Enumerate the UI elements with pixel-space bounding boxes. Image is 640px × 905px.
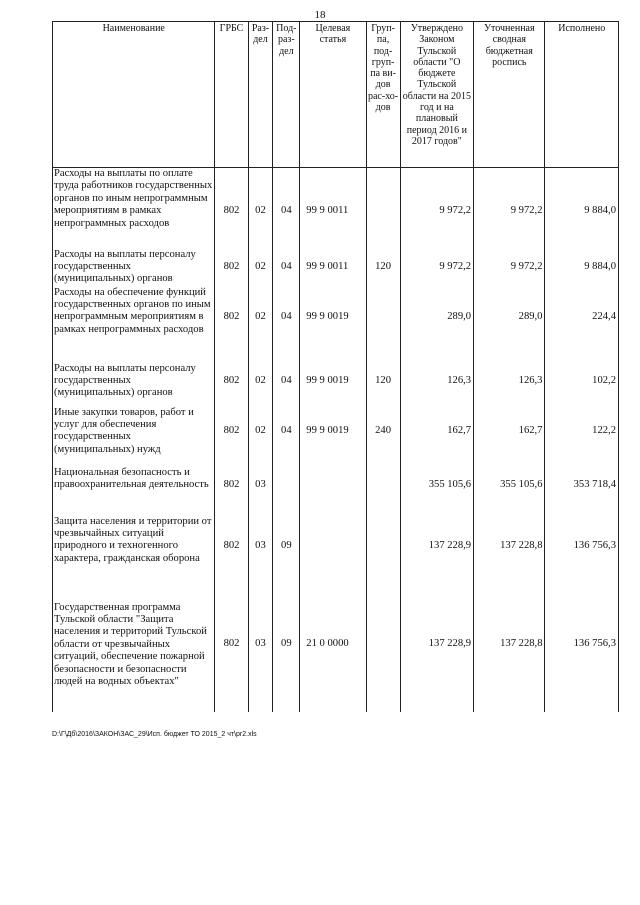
row-name: Иные закупки товаров, работ и услуг для обеспечения государственных (муниципальных) нужд <box>53 407 215 467</box>
row-name: Государственная программа Тульской области "Защита населения и территорий Тульской области от чрезвычайных ситуаций, обеспечение пожарной безопасности и безопасности людей на водных объектах" <box>53 588 215 712</box>
row-approved: 137 228,9 <box>400 512 473 588</box>
row-group <box>366 168 400 249</box>
row-razdel: 02 <box>248 168 273 249</box>
row-name: Защита населения и территории от чрезвычайных ситуаций природного и техногенного характера, гражданская оборона <box>53 512 215 588</box>
table-row <box>53 249 619 287</box>
row-group <box>366 467 400 512</box>
row-razdel: 02 <box>248 363 273 407</box>
row-target <box>300 512 366 588</box>
row-target: 99 9 0011 <box>300 249 366 287</box>
table-row <box>53 467 619 512</box>
row-approved: 137 228,9 <box>400 588 473 712</box>
row-razdel: 02 <box>248 287 273 363</box>
row-executed: 224,4 <box>545 287 619 363</box>
row-grbs: 802 <box>215 512 248 588</box>
row-executed: 136 756,3 <box>545 588 619 712</box>
row-revised: 289,0 <box>474 287 545 363</box>
row-target: 99 9 0011 <box>300 168 366 249</box>
header-razdel: Раз-дел <box>248 22 273 168</box>
row-revised: 9 972,2 <box>474 249 545 287</box>
row-group: 120 <box>366 363 400 407</box>
row-revised: 137 228,8 <box>474 588 545 712</box>
row-grbs: 802 <box>215 287 248 363</box>
row-grbs: 802 <box>215 588 248 712</box>
header-executed: Исполнено <box>545 22 619 168</box>
row-revised: 137 228,8 <box>474 512 545 588</box>
row-executed: 136 756,3 <box>545 512 619 588</box>
header-target: Целевая статья <box>300 22 366 168</box>
row-name: Расходы на выплаты персоналу государственных (муниципальных) органов <box>53 249 215 287</box>
row-podrazdel: 09 <box>273 512 300 588</box>
row-razdel: 02 <box>248 249 273 287</box>
table-row <box>53 512 619 588</box>
row-podrazdel: 04 <box>273 363 300 407</box>
table-row <box>53 168 619 249</box>
row-podrazdel: 04 <box>273 249 300 287</box>
header-approved: Утверждено Законом Тульской области "О бюджете Тульской области на 2015 год и на плановый период 2016 и 2017 годов" <box>400 22 473 168</box>
row-name: Национальная безопасность и правоохранительная деятельность <box>53 467 215 512</box>
row-podrazdel: 04 <box>273 407 300 467</box>
page-number: 18 <box>314 9 326 21</box>
header-group: Груп-па, под-груп-па ви-дов рас-хо-дов <box>366 22 400 168</box>
row-target <box>300 467 366 512</box>
row-podrazdel: 09 <box>273 588 300 712</box>
row-group <box>366 287 400 363</box>
row-approved: 9 972,2 <box>400 249 473 287</box>
row-podrazdel: 04 <box>273 287 300 363</box>
row-target: 21 0 0000 <box>300 588 366 712</box>
row-executed: 9 884,0 <box>545 249 619 287</box>
row-approved: 9 972,2 <box>400 168 473 249</box>
header-name: Наименование <box>53 22 215 168</box>
row-executed: 9 884,0 <box>545 168 619 249</box>
row-approved: 126,3 <box>400 363 473 407</box>
row-group <box>366 588 400 712</box>
row-grbs: 802 <box>215 407 248 467</box>
row-group: 120 <box>366 249 400 287</box>
row-revised: 162,7 <box>474 407 545 467</box>
row-grbs: 802 <box>215 363 248 407</box>
row-approved: 289,0 <box>400 287 473 363</box>
table-row <box>53 588 619 712</box>
row-grbs: 802 <box>215 467 248 512</box>
row-name: Расходы на выплаты персоналу государственных (муниципальных) органов <box>53 363 215 407</box>
row-executed: 102,2 <box>545 363 619 407</box>
file-path-footer: D:\Г\Дб\2016\ЗАКОН\ЗАС_29\Исп. бюджет ТО 2015_2 чт\pr2.xls <box>52 731 257 738</box>
row-target: 99 9 0019 <box>300 363 366 407</box>
row-approved: 355 105,6 <box>400 467 473 512</box>
row-executed: 122,2 <box>545 407 619 467</box>
row-razdel: 03 <box>248 588 273 712</box>
row-podrazdel <box>273 467 300 512</box>
row-grbs: 802 <box>215 249 248 287</box>
header-revised: Уточненная сводная бюджетная роспись <box>474 22 545 168</box>
row-approved: 162,7 <box>400 407 473 467</box>
row-name: Расходы на обеспечение функций государственных органов по иным непрограммным мероприятиям в рамках непрограммных расходов <box>53 287 215 363</box>
row-executed: 353 718,4 <box>545 467 619 512</box>
row-razdel: 03 <box>248 512 273 588</box>
table-row <box>53 287 619 363</box>
row-razdel: 03 <box>248 467 273 512</box>
table-header-row <box>53 22 619 168</box>
row-name: Расходы на выплаты по оплате труда работников государственных органов по иным непрограммным мероприятиям в рамках непрограммных расходов <box>53 168 215 249</box>
budget-table <box>52 21 619 712</box>
header-podrazdel: Под-раз-дел <box>273 22 300 168</box>
row-grbs: 802 <box>215 168 248 249</box>
row-razdel: 02 <box>248 407 273 467</box>
row-revised: 126,3 <box>474 363 545 407</box>
table-row <box>53 407 619 467</box>
row-group <box>366 512 400 588</box>
row-target: 99 9 0019 <box>300 287 366 363</box>
row-group: 240 <box>366 407 400 467</box>
row-revised: 355 105,6 <box>474 467 545 512</box>
row-podrazdel: 04 <box>273 168 300 249</box>
table-row <box>53 363 619 407</box>
header-grbs: ГРБС <box>215 22 248 168</box>
row-target: 99 9 0019 <box>300 407 366 467</box>
row-revised: 9 972,2 <box>474 168 545 249</box>
